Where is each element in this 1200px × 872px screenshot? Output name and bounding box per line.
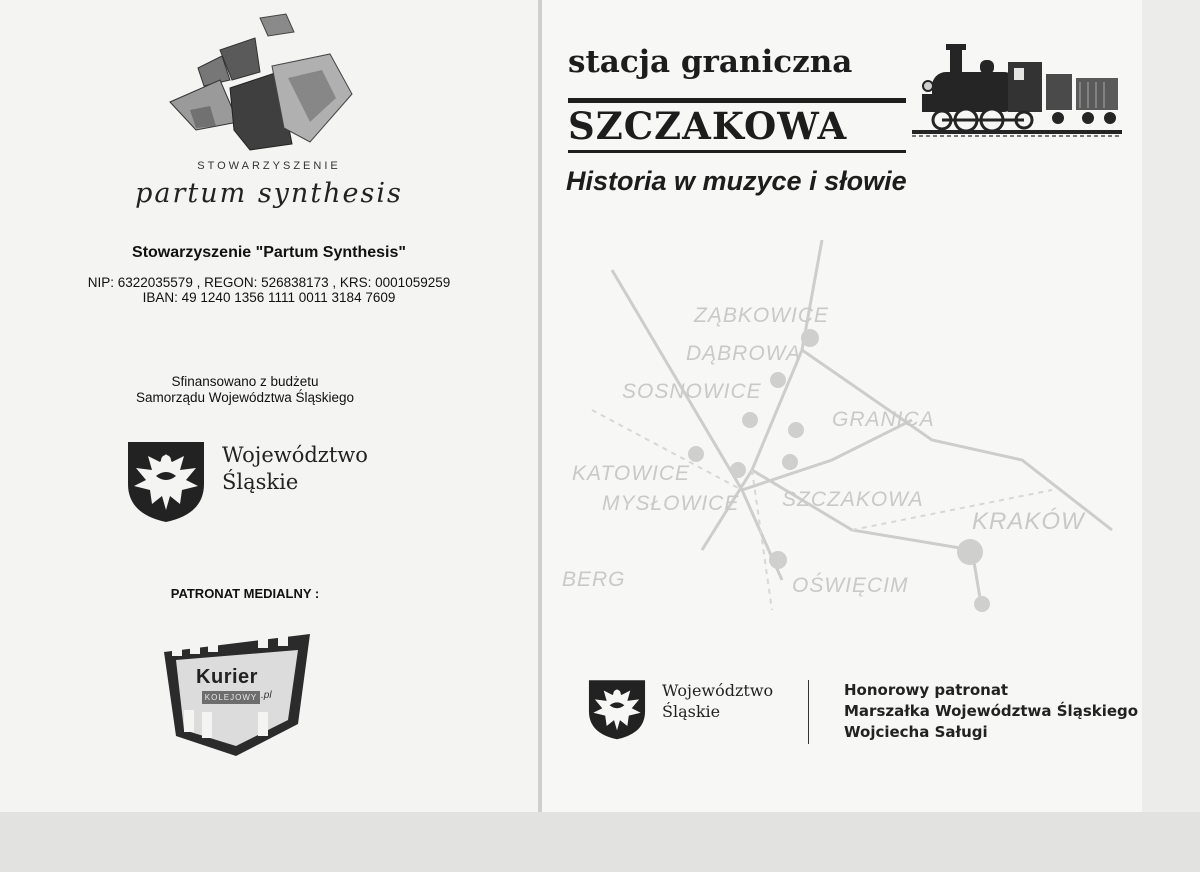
region-right-line-2: Śląskie — [662, 702, 721, 721]
ids-line-1: NIP: 6322035579 , REGON: 526838173 , KRS: 0001059259 — [87, 275, 451, 290]
map-label-sosnowice: SOSNOWICE — [622, 380, 762, 403]
map-label-oswiecim: OŚWIĘCIM — [792, 574, 909, 597]
funding-line-2: Samorządu Województwa Śląskiego — [135, 390, 355, 405]
station-label: stacja graniczna — [568, 44, 853, 80]
ids-line-2: IBAN: 49 1240 1356 1111 0011 3184 7609 — [142, 290, 396, 305]
association-script-name: partum synthesis — [135, 178, 403, 209]
top-rule — [568, 98, 906, 103]
railway-map — [552, 230, 1132, 630]
kurier-domain-text: .pl — [261, 690, 272, 701]
honor-line-1: Honorowy patronat — [844, 681, 1009, 699]
silesian-eagle-crest-icon — [586, 676, 648, 742]
scan-background-right — [1142, 0, 1200, 872]
funding-note — [0, 374, 490, 406]
scan-background-bottom — [0, 812, 1200, 872]
silesian-eagle-crest-icon — [124, 438, 208, 524]
honor-line-2: Marszałka Województwa Śląskiego — [844, 702, 1139, 720]
map-label-berg: BERG — [562, 568, 626, 591]
map-label-katowice: KATOWICE — [572, 462, 691, 485]
kurier-sub-text: KOLEJOWY — [202, 691, 260, 704]
association-ids — [0, 275, 538, 305]
station-name: SZCZAKOWA — [568, 104, 848, 148]
kurier-main-text: Kurier — [196, 666, 258, 688]
kurier-kolejowy-logo-icon — [162, 620, 312, 758]
funding-line-1: Sfinansowano z budżetu — [171, 374, 319, 389]
map-label-zabkowice: ZĄBKOWICE — [694, 304, 830, 327]
region-line-1: Województwo — [222, 443, 368, 467]
association-small-label: STOWARZYSZENIE — [197, 160, 341, 172]
patronage-divider — [808, 680, 809, 744]
map-label-szczakowa: SZCZAKOWA — [782, 488, 924, 511]
honorary-patronage — [844, 680, 1138, 743]
map-label-myslowice: MYSŁOWICE — [602, 492, 740, 515]
bottom-rule — [568, 150, 906, 153]
region-name — [222, 442, 368, 496]
honor-line-3: Wojciecha Saługi — [844, 723, 988, 741]
map-label-granica: GRANICA — [832, 408, 935, 431]
region-right-line-1: Województwo — [662, 681, 774, 700]
right-page — [542, 0, 1142, 812]
program-subtitle: Historia w muzyce i słowie — [566, 166, 907, 196]
map-label-dabrowa: DĄBROWA — [686, 342, 802, 365]
association-title: Stowarzyszenie "Partum Synthesis" — [132, 244, 406, 261]
region-line-2: Śląskie — [222, 470, 299, 494]
steam-locomotive-icon — [912, 38, 1122, 150]
media-patronage-title: PATRONAT MEDIALNY : — [170, 586, 320, 601]
map-label-krakow: KRAKÓW — [972, 508, 1085, 535]
region-name-right — [662, 680, 773, 722]
stones-logo-icon — [160, 10, 360, 160]
left-page — [0, 0, 538, 812]
